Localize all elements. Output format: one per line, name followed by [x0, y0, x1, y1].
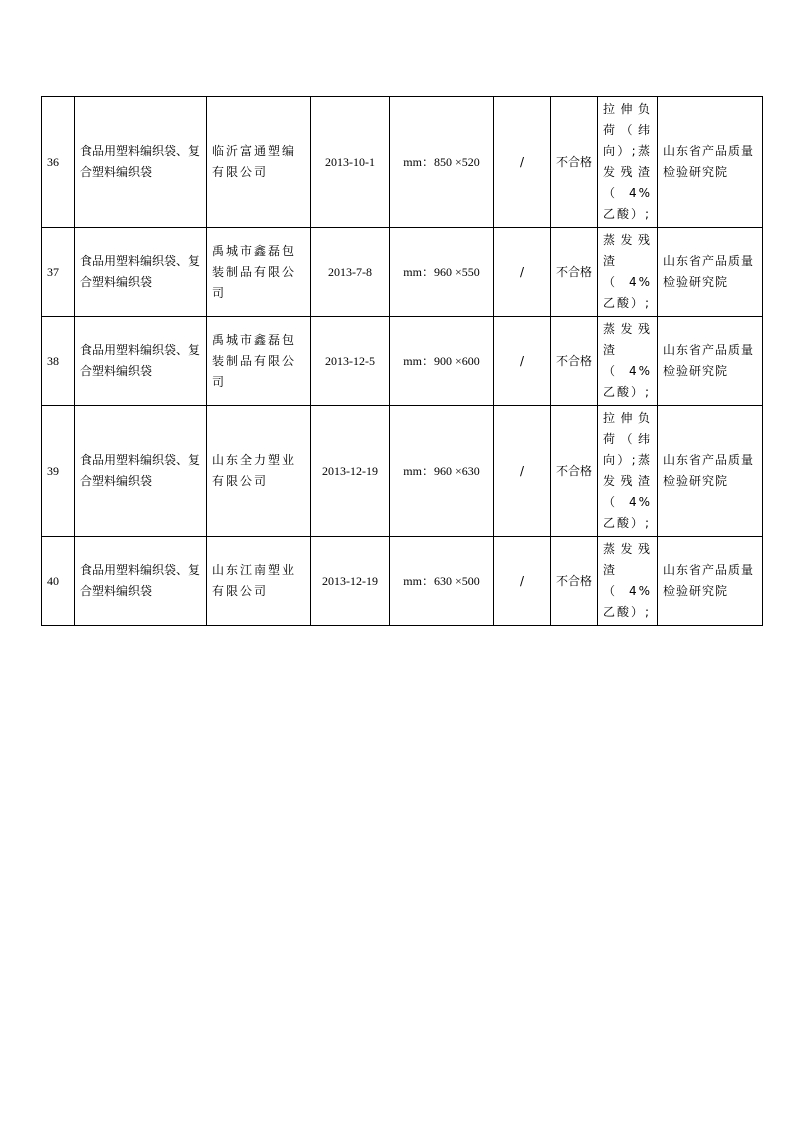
specification: mm：960 ×550: [390, 228, 494, 317]
verdict: 不合格: [551, 317, 598, 406]
testing-organization: 山东省产品质量检验研究院: [658, 97, 763, 228]
production-date: 2013-10-1: [311, 97, 390, 228]
failed-items: 拉伸负荷（纬向）;蒸发残渣（4%乙酸）;: [598, 97, 658, 228]
manufacturer: 禹城市鑫磊包装制品有限公司: [207, 317, 311, 406]
testing-organization: 山东省产品质量检验研究院: [658, 317, 763, 406]
table-row: [42, 537, 763, 626]
table-row: [42, 228, 763, 317]
production-date: 2013-12-5: [311, 317, 390, 406]
row-number: 36: [42, 97, 75, 228]
production-date: 2013-12-19: [311, 537, 390, 626]
failed-items: 蒸发残渣（4%乙酸）;: [598, 228, 658, 317]
trademark: /: [494, 317, 551, 406]
production-date: 2013-12-19: [311, 406, 390, 537]
trademark: /: [494, 228, 551, 317]
product-name: 食品用塑料编织袋、复合塑料编织袋: [75, 406, 207, 537]
table-row: [42, 97, 763, 228]
specification: mm：630 ×500: [390, 537, 494, 626]
testing-organization: 山东省产品质量检验研究院: [658, 406, 763, 537]
product-name: 食品用塑料编织袋、复合塑料编织袋: [75, 228, 207, 317]
failed-items: 蒸发残渣（4%乙酸）;: [598, 537, 658, 626]
manufacturer: 禹城市鑫磊包装制品有限公司: [207, 228, 311, 317]
verdict: 不合格: [551, 228, 598, 317]
manufacturer: 临沂富通塑编有限公司: [207, 97, 311, 228]
table-row: [42, 406, 763, 537]
production-date: 2013-7-8: [311, 228, 390, 317]
failed-items: 蒸发残渣（4%乙酸）;: [598, 317, 658, 406]
table-row: [42, 317, 763, 406]
verdict: 不合格: [551, 97, 598, 228]
row-number: 37: [42, 228, 75, 317]
row-number: 40: [42, 537, 75, 626]
specification: mm：960 ×630: [390, 406, 494, 537]
product-name: 食品用塑料编织袋、复合塑料编织袋: [75, 97, 207, 228]
testing-organization: 山东省产品质量检验研究院: [658, 228, 763, 317]
specification: mm：900 ×600: [390, 317, 494, 406]
product-name: 食品用塑料编织袋、复合塑料编织袋: [75, 537, 207, 626]
verdict: 不合格: [551, 406, 598, 537]
failed-items: 拉伸负荷（纬向）;蒸发残渣（4%乙酸）;: [598, 406, 658, 537]
manufacturer: 山东江南塑业有限公司: [207, 537, 311, 626]
specification: mm：850 ×520: [390, 97, 494, 228]
testing-organization: 山东省产品质量检验研究院: [658, 537, 763, 626]
manufacturer: 山东全力塑业有限公司: [207, 406, 311, 537]
row-number: 38: [42, 317, 75, 406]
trademark: /: [494, 537, 551, 626]
row-number: 39: [42, 406, 75, 537]
verdict: 不合格: [551, 537, 598, 626]
trademark: /: [494, 406, 551, 537]
product-name: 食品用塑料编织袋、复合塑料编织袋: [75, 317, 207, 406]
inspection-results-table: [41, 96, 763, 626]
trademark: /: [494, 97, 551, 228]
